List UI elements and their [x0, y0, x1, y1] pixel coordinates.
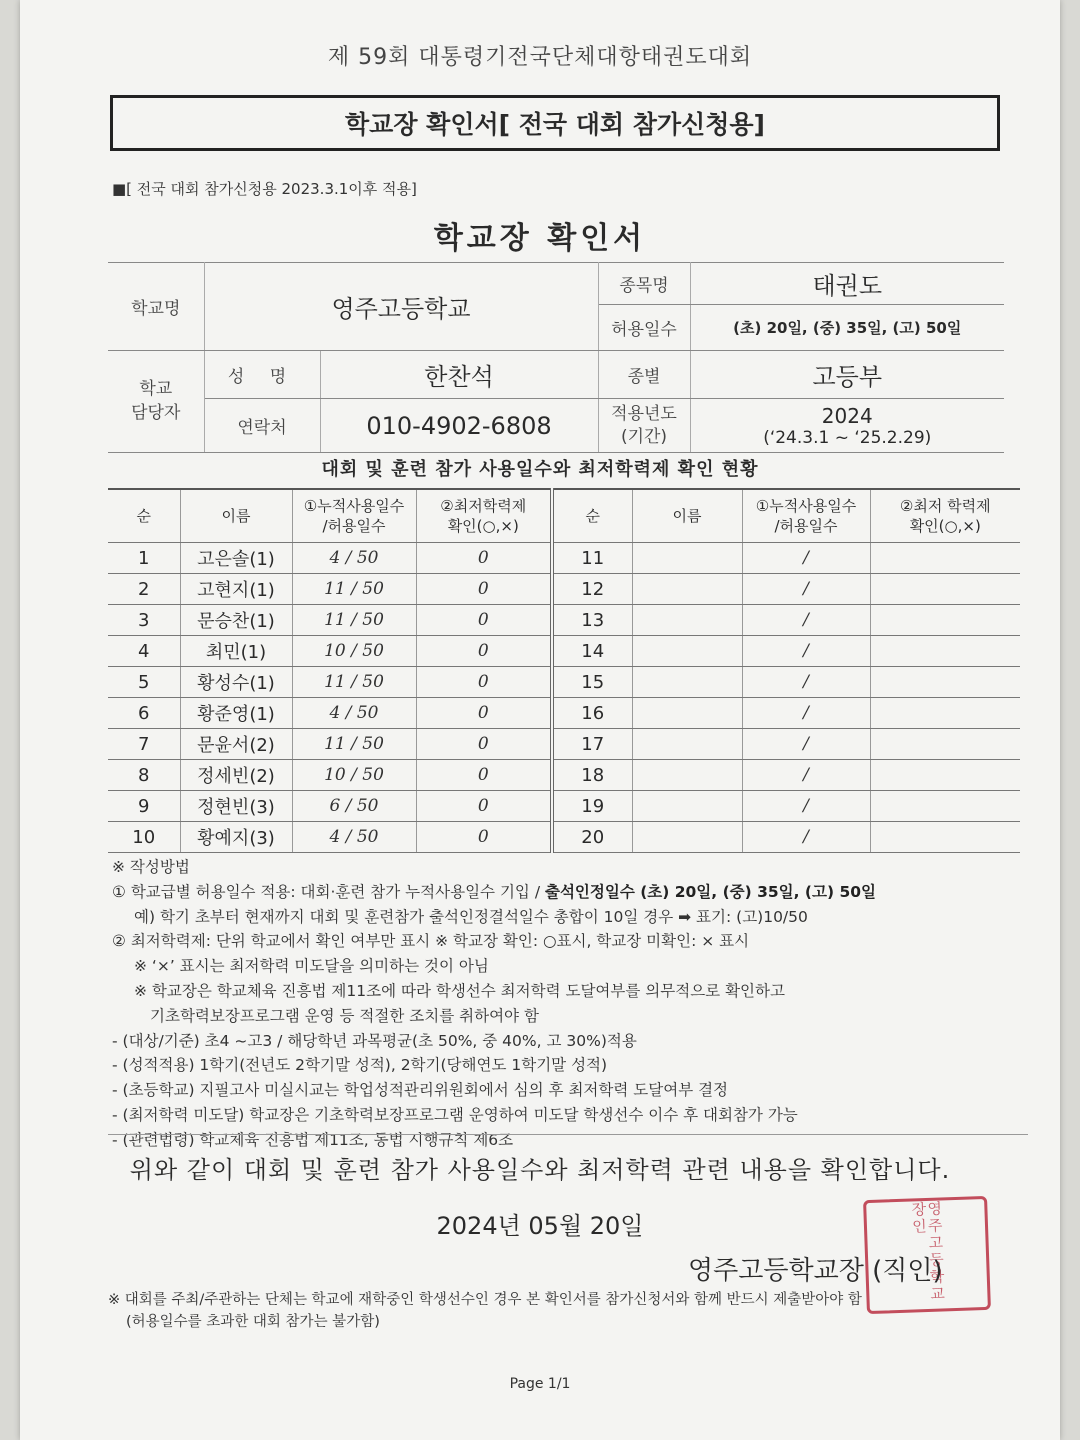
cell-check: [870, 574, 1020, 605]
cell-days: /: [742, 543, 870, 574]
boxed-title-text: 학교장 확인서[ 전국 대회 참가신청용]: [345, 110, 765, 139]
cell-check: 0: [416, 574, 552, 605]
school-name-label: 학교명: [108, 263, 204, 351]
method-line: - (최저학력 미도달) 학교장은 기초학력보장프로그램 운영하여 미도달 학생선수 이수 후 대회참가 가능: [112, 1105, 798, 1124]
table-row: [108, 729, 1020, 760]
contact-label: 연락처: [204, 399, 320, 453]
cell-days: 4 / 50: [292, 543, 416, 574]
cell-name: [632, 543, 742, 574]
header-no-right: 순: [552, 489, 632, 543]
cell-check: [870, 605, 1020, 636]
cell-check: 0: [416, 543, 552, 574]
cell-no: 14: [552, 636, 632, 667]
table-row: [108, 698, 1020, 729]
issue-date: 2024년 05월 20일: [436, 1212, 644, 1240]
cell-name: [632, 698, 742, 729]
boxed-title: [110, 95, 1000, 151]
cell-no: 11: [552, 543, 632, 574]
cell-check: [870, 760, 1020, 791]
cell-name: 문윤서(2): [180, 729, 292, 760]
header-name-right: 이름: [632, 489, 742, 543]
cell-check: 0: [416, 791, 552, 822]
table-row: [108, 543, 1020, 574]
cell-days: /: [742, 636, 870, 667]
year-cell: [690, 399, 1004, 453]
method-line: ② 최저학력제: 단위 학교에서 확인 여부만 표시 ※ 학교장 확인: ○표시, 학교장 미확인: × 표시: [112, 932, 750, 951]
footnote: [108, 1290, 1048, 1334]
cell-no: 19: [552, 791, 632, 822]
table-row: [108, 667, 1020, 698]
event-title: 제 59회 대통령기전국단체대항태권도대회: [327, 45, 753, 70]
cell-days: /: [742, 698, 870, 729]
cell-days: 11 / 50: [292, 574, 416, 605]
cell-days: /: [742, 760, 870, 791]
contact-value: 010-4902-6808: [320, 399, 598, 453]
cell-check: 0: [416, 729, 552, 760]
cell-no: 4: [108, 636, 180, 667]
category-label: 종별: [598, 351, 690, 399]
cell-days: 4 / 50: [292, 822, 416, 853]
page-number: Page 1/1: [509, 1376, 571, 1392]
document-title: 학교장 확인서: [433, 221, 647, 256]
cell-name: 황성수(1): [180, 667, 292, 698]
method-line: - (대상/기준) 초4 ~고3 / 해당학년 과목평균(초 50%, 중 40%, 고 30%)적용: [112, 1031, 637, 1050]
table-row: [108, 791, 1020, 822]
manager-name-value: 한찬석: [320, 351, 598, 399]
table-row: [108, 574, 1020, 605]
method-line: 기초학력보장프로그램 운영 등 적절한 조치를 취하여야 함: [150, 1006, 539, 1025]
cell-no: 1: [108, 543, 180, 574]
allowed-days-value: (초) 20일, (중) 35일, (고) 50일: [690, 305, 1004, 351]
section-title: 대회 및 훈련 참가 사용일수와 최저학력제 확인 현황: [321, 459, 759, 480]
cell-name: 정세빈(2): [180, 760, 292, 791]
info-table: [108, 262, 1004, 453]
cell-no: 9: [108, 791, 180, 822]
school-name-value: 영주고등학교: [204, 263, 598, 351]
cell-name: [632, 636, 742, 667]
year-value: 2024: [821, 403, 873, 428]
cell-check: [870, 729, 1020, 760]
cell-days: 11 / 50: [292, 667, 416, 698]
cell-no: 8: [108, 760, 180, 791]
cell-check: [870, 791, 1020, 822]
application-note: ■[ 전국 대회 참가신청용 2023.3.1이후 적용]: [112, 180, 417, 198]
cell-days: /: [742, 605, 870, 636]
signer-name: 영주고등학교장 (직인): [688, 1256, 943, 1286]
roster-header-row: [108, 489, 1020, 543]
writing-method: [112, 855, 1032, 1153]
cell-days: /: [742, 574, 870, 605]
cell-name: 황준영(1): [180, 698, 292, 729]
cell-no: 7: [108, 729, 180, 760]
cell-days: 11 / 50: [292, 729, 416, 760]
document-page: [20, 0, 1060, 1440]
table-row: [108, 605, 1020, 636]
cell-days: 10 / 50: [292, 760, 416, 791]
cell-name: [632, 605, 742, 636]
cell-no: 5: [108, 667, 180, 698]
confirmation-text: 위와 같이 대회 및 훈련 참가 사용일수와 최저학력 관련 내용을 확인합니다.: [129, 1156, 951, 1184]
cell-days: 6 / 50: [292, 791, 416, 822]
header-no: 순: [108, 489, 180, 543]
header-check-right: ②최저 학력제 확인(○,×): [870, 489, 1020, 543]
cell-name: 고은솔(1): [180, 543, 292, 574]
cell-name: [632, 667, 742, 698]
cell-no: 17: [552, 729, 632, 760]
cell-name: [632, 574, 742, 605]
cell-days: 10 / 50: [292, 636, 416, 667]
header-days: ①누적사용일수 /허용일수: [292, 489, 416, 543]
cell-name: 황예지(3): [180, 822, 292, 853]
year-label: 적용년도 (기간): [598, 399, 690, 453]
table-row: [108, 822, 1020, 853]
cell-no: 15: [552, 667, 632, 698]
manager-name-label: 성 명: [204, 351, 320, 399]
cell-check: [870, 667, 1020, 698]
category-value: 고등부: [690, 351, 1004, 399]
cell-no: 10: [108, 822, 180, 853]
cell-check: [870, 636, 1020, 667]
cell-days: 4 / 50: [292, 698, 416, 729]
cell-check: 0: [416, 760, 552, 791]
divider: [108, 1134, 1028, 1135]
method-line: - (성적적용) 1학기(전년도 2학기말 성적), 2학기(당해연도 1학기말 성적): [112, 1056, 608, 1075]
official-seal: 영주고등학교장인: [863, 1196, 991, 1314]
cell-days: /: [742, 667, 870, 698]
cell-name: [632, 729, 742, 760]
cell-days: /: [742, 822, 870, 853]
cell-check: [870, 822, 1020, 853]
header-days-right: ①누적사용일수 /허용일수: [742, 489, 870, 543]
cell-no: 3: [108, 605, 180, 636]
cell-name: 최민(1): [180, 636, 292, 667]
cell-no: 18: [552, 760, 632, 791]
method-line: - (초등학교) 지필고사 미실시교는 학업성적관리위원회에서 심의 후 최저학력 도달여부 결정: [112, 1081, 729, 1100]
cell-name: [632, 822, 742, 853]
year-period: (‘24.3.1 ~ ‘25.2.29): [763, 427, 932, 448]
allowed-days-label: 허용일수: [598, 305, 690, 351]
header-check: ②최저학력제 확인(○,×): [416, 489, 552, 543]
cell-days: /: [742, 791, 870, 822]
cell-no: 13: [552, 605, 632, 636]
cell-days: 11 / 50: [292, 605, 416, 636]
cell-check: 0: [416, 822, 552, 853]
cell-no: 16: [552, 698, 632, 729]
cell-name: [632, 791, 742, 822]
cell-name: 문승찬(1): [180, 605, 292, 636]
cell-no: 2: [108, 574, 180, 605]
method-line: ※ ‘×’ 표시는 최저학력 미도달을 의미하는 것이 아님: [134, 957, 489, 976]
cell-check: 0: [416, 605, 552, 636]
manager-label: 학교 담당자: [108, 351, 204, 453]
cell-name: 고현지(1): [180, 574, 292, 605]
header-name: 이름: [180, 489, 292, 543]
sport-label: 종목명: [598, 263, 690, 305]
method-heading: ※ 작성방법: [112, 858, 190, 876]
footnote-line: ※ 대회를 주최/주관하는 단체는 학교에 재학중인 학생선수인 경우 본 확인서를 참가신청서와 함께 반드시 제출받아야 함: [108, 1292, 862, 1308]
table-row: [108, 760, 1020, 791]
cell-no: 6: [108, 698, 180, 729]
cell-check: 0: [416, 698, 552, 729]
method-line: 예) 학기 초부터 현재까지 대회 및 훈련참가 출석인정결석일수 총합이 10일 경우 ➡ 표기: (고)10/50: [134, 907, 808, 926]
cell-check: [870, 698, 1020, 729]
cell-name: 정현빈(3): [180, 791, 292, 822]
roster-table: [108, 488, 1020, 853]
footnote-line: (허용일수를 초과한 대회 참가는 불가함): [126, 1313, 380, 1330]
method-line: ※ 학교장은 학교체육 진흥법 제11조에 따라 학생선수 최저학력 도달여부를 의무적으로 확인하고: [134, 981, 785, 1000]
method-line: - (관련법령) 학교체육 진흥법 제11조, 동법 시행규칙 제6조: [112, 1130, 514, 1149]
cell-check: [870, 543, 1020, 574]
cell-no: 20: [552, 822, 632, 853]
table-row: [108, 636, 1020, 667]
method-line: ① 학교급별 허용일수 적용: 대회·훈련 참가 누적사용일수 기입 / 출석인정일수 (초) 20일, (중) 35일, (고) 50일: [112, 882, 877, 901]
cell-check: 0: [416, 667, 552, 698]
cell-check: 0: [416, 636, 552, 667]
cell-days: /: [742, 729, 870, 760]
cell-name: [632, 760, 742, 791]
cell-no: 12: [552, 574, 632, 605]
sport-value: 태권도: [690, 263, 1004, 305]
